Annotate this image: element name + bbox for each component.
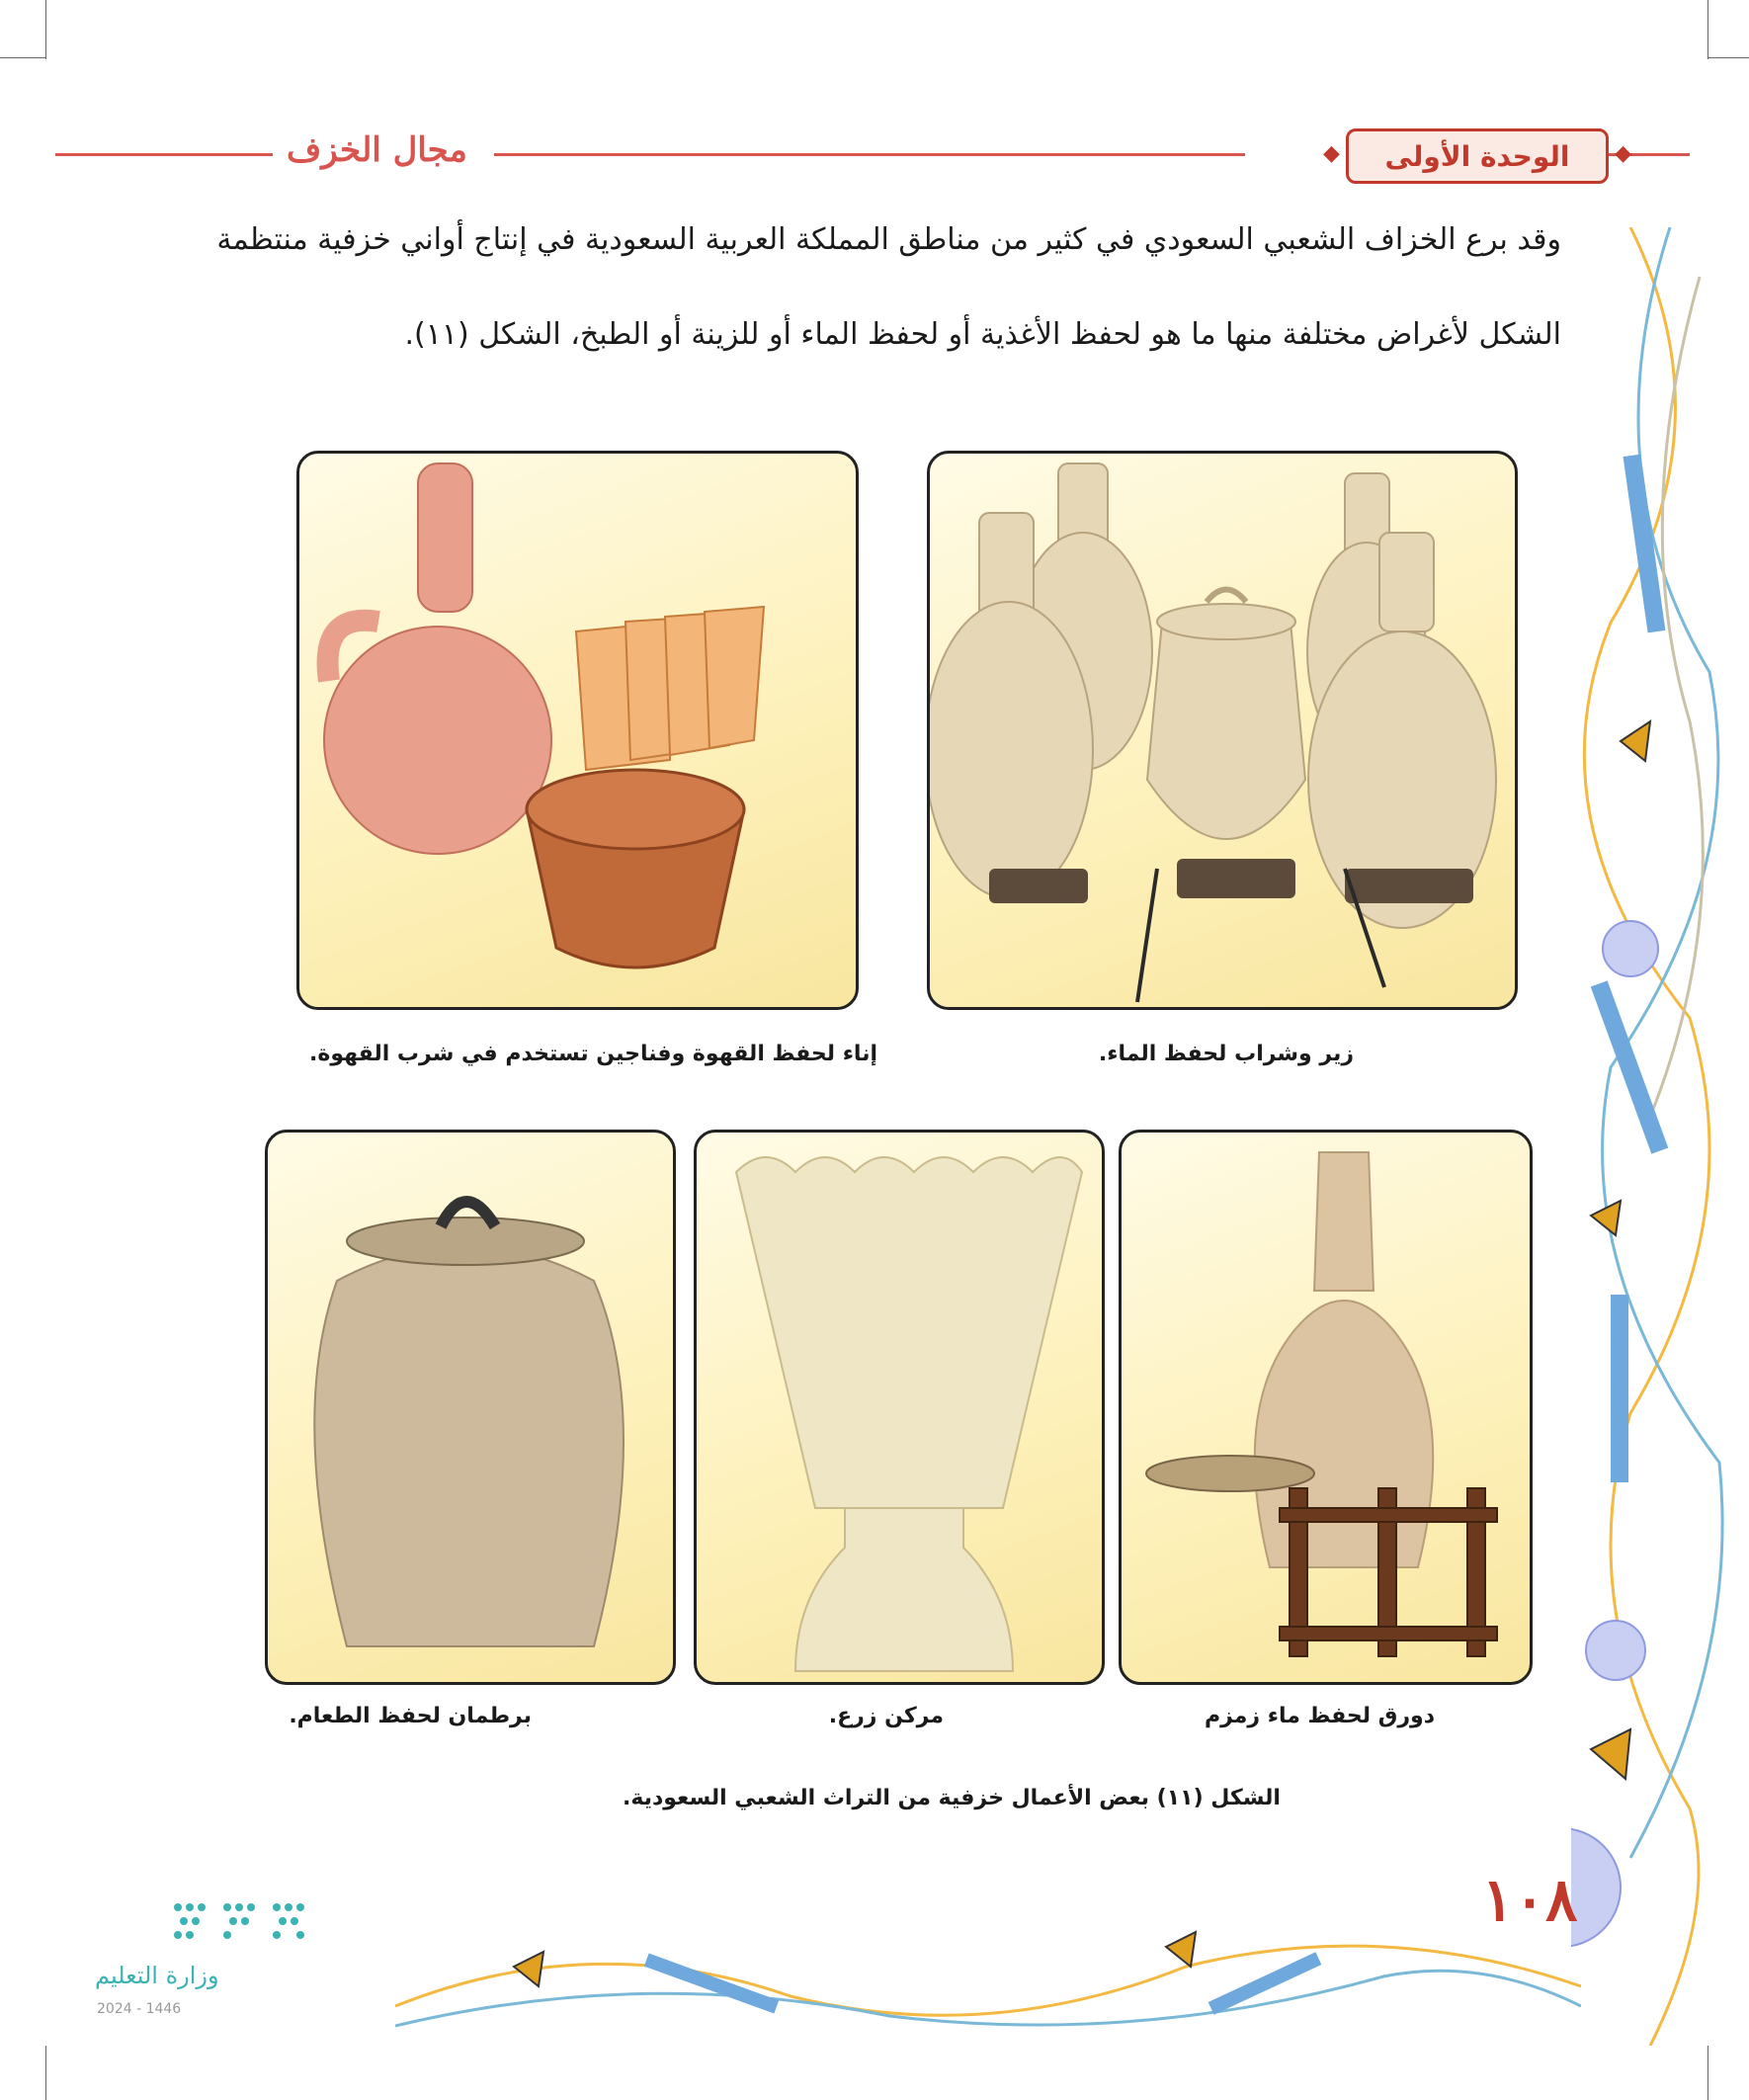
unit-badge: ◆ الوحدة الأولى ◆ [1346, 128, 1609, 184]
photo-food-jar [265, 1130, 676, 1685]
crop-mark [1707, 0, 1708, 59]
crop-mark [0, 57, 45, 58]
paragraph-line-1: وقد برع الخزاف الشعبي السعودي في كثير من مناطق المملكة العربية السعودية في إنتاج أواني خزفية منتظمة [216, 222, 1561, 257]
caption-water-jars: زير وشراب لحفظ الماء. [1098, 1042, 1354, 1066]
ministry-name: وزارة التعليم [95, 1962, 219, 1989]
food-jar-icon [268, 1133, 673, 1682]
crop-mark [45, 2046, 46, 2100]
water-jars-icon [930, 454, 1515, 1007]
zamzam-flask-icon [1122, 1133, 1530, 1682]
header-rule-left [55, 153, 273, 156]
crop-mark [1707, 57, 1749, 58]
page-number: ١٠٨ [1481, 1866, 1578, 1935]
edition-year: 2024 - 1446 [97, 2001, 182, 2017]
ministry-logo-icon [168, 1897, 326, 1947]
decorative-bottom-border [395, 1907, 1581, 2046]
figure-caption: الشكل (١١) بعض الأعمال خزفية من التراث الشعبي السعودية. [623, 1786, 1281, 1810]
header-rule-middle [494, 153, 1245, 156]
crop-mark [45, 0, 46, 59]
photo-coffee-vessel [296, 451, 859, 1010]
field-title: مجال الخزف [287, 130, 467, 170]
caption-planter: مركن زرع. [828, 1704, 944, 1728]
planter-icon [697, 1133, 1102, 1682]
photo-zamzam-flask [1119, 1130, 1533, 1685]
decorative-border [1571, 227, 1749, 2046]
caption-coffee-vessel: إناء لحفظ القهوة وفناجين تستخدم في شرب القهوة. [308, 1042, 877, 1066]
coffee-vessel-icon [299, 454, 856, 1007]
paragraph-line-2: الشكل لأغراض مختلفة منها ما هو لحفظ الأغذية أو لحفظ الماء أو للزينة أو الطبخ، الشكل (١١). [404, 317, 1561, 352]
photo-water-jars [927, 451, 1518, 1010]
caption-food-jar: برطمان لحفظ الطعام. [289, 1704, 532, 1728]
crop-mark [1707, 2046, 1708, 2100]
caption-zamzam-flask: دورق لحفظ ماء زمزم [1204, 1704, 1435, 1728]
photo-planter [694, 1130, 1105, 1685]
butterfly-icon [514, 1932, 1196, 1986]
